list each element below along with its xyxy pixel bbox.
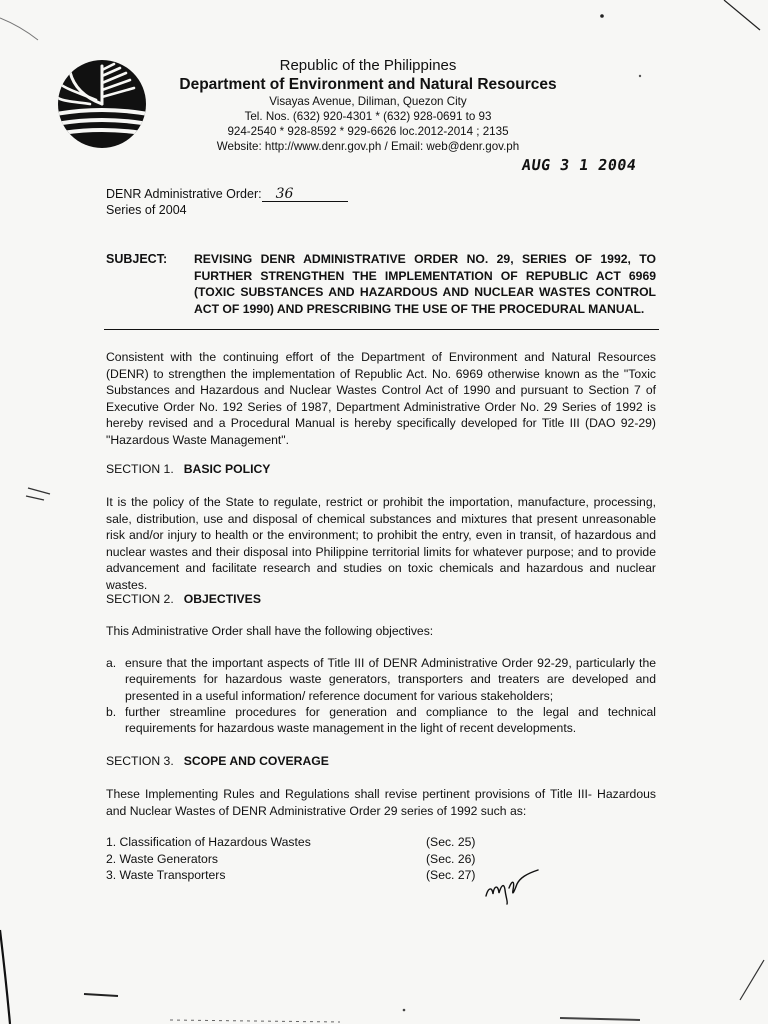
address-line: Visayas Avenue, Diliman, Quezon City — [269, 95, 467, 108]
section-2-heading — [106, 591, 261, 607]
list-item — [106, 867, 506, 884]
section-3-number: SECTION 3. — [106, 754, 174, 768]
section-1-number: SECTION 1. — [106, 462, 174, 476]
list-item-text: ensure that the important aspects of Title III of DENR Administrative Order 92-29, particularly the requirements for hazardous waste generators, transporters and treaters are developed and presented in a useful information/ reference document for various stakeholders; — [125, 656, 656, 703]
list-item — [106, 704, 656, 737]
website-email-line: Website: http://www.denr.gov.ph / Email: web@denr.gov.ph — [216, 140, 520, 153]
order-label: DENR Administrative Order: — [106, 187, 262, 201]
order-number: 36 — [262, 187, 348, 202]
coverage-ref: (Sec. 25) — [426, 835, 476, 849]
telephone-line-1: Tel. Nos. (632) 920-4301 * (632) 928-0691 to 93 — [244, 110, 492, 123]
subject-divider — [104, 329, 659, 330]
telephone-line-2: 924-2540 * 928-8592 * 929-6626 loc.2012-2014 ; 2135 — [227, 125, 509, 138]
coverage-label: 3. Waste Transporters — [106, 868, 226, 882]
coverage-label: 2. Waste Generators — [106, 851, 218, 866]
objectives-list — [106, 655, 656, 736]
subject-text: REVISING DENR ADMINISTRATIVE ORDER NO. 29, SERIES OF 1992, TO FURTHER STRENGTHEN THE IMPLEMENTATION OF REPUBLIC ACT 6969 (TOXIC SUBSTANCES AND HAZARDOUS AND NUCLEAR WASTES CONTROL ACT OF 1990) AND PRESCRIBING THE USE OF THE PROCEDURAL MANUAL. — [194, 252, 656, 316]
department-name: Department of Environment and Natural Resources — [179, 76, 557, 93]
section-3-text: These Implementing Rules and Regulations shall revise pertinent provisions of Title III- Hazardous and Nuclear Wastes of DENR Administrative Order 29 series of 1992 such as: — [106, 787, 656, 818]
section-3-title: SCOPE AND COVERAGE — [183, 754, 329, 768]
handwritten-initials — [482, 866, 542, 906]
section-1-title: BASIC POLICY — [183, 462, 271, 476]
coverage-ref: (Sec. 27) — [426, 868, 476, 882]
letterhead — [150, 57, 586, 154]
section-2-number: SECTION 2. — [106, 592, 174, 606]
republic-line: Republic of the Philippines — [279, 57, 457, 74]
order-series: Series of 2004 — [106, 203, 187, 217]
section-2-intro: This Administrative Order shall have the following objectives: — [106, 624, 434, 638]
date-stamp: AUG 3 1 2004 — [520, 156, 638, 174]
subject-label: SUBJECT: — [106, 252, 168, 266]
intro-paragraph: Consistent with the continuing effort of the Department of Environment and Natural Resources (DENR) to strengthen the implementation of Republic Act. No. 6969 otherwise known as the "Toxic Substances and Hazardous and Nuclear Wastes Control Act of 1990 and pursuant to Section 7 of Executive Order No. 192 Series of 1987, Department Administrative Order No. 29 Series of 1992 is hereby revised and a Procedural Manual is hereby specifically developed for Title III (DAO 92-29) "Hazardous Waste Management". — [106, 350, 656, 447]
list-item-text: further streamline procedures for generation and compliance to the legal and technical requirements for hazardous waste management in the light of recent developments. — [125, 704, 656, 736]
coverage-label: 1. Classification of Hazardous Wastes — [106, 835, 311, 849]
list-item — [106, 834, 506, 851]
order-block — [106, 186, 348, 218]
section-1-heading — [106, 461, 270, 477]
section-1-text: It is the policy of the State to regulate, restrict or prohibit the importation, manufacture, processing, sale, distribution, use and disposal of chemical substances and mixtures that present unreasonable risk and/or injury to health or the environment; to prohibit the entry, even in transit, of hazardous and nuclear wastes and their disposal into Philippine territorial limits for whatever purpose; and to provide advancement and facilitate research and studies on toxic chemicals and hazardous and nuclear wastes. — [106, 495, 656, 592]
section-2-title: OBJECTIVES — [183, 592, 261, 606]
section-3-heading — [106, 753, 329, 769]
coverage-list — [106, 834, 506, 884]
list-marker: b. — [106, 704, 117, 719]
coverage-ref: (Sec. 26) — [426, 851, 476, 866]
list-marker: a. — [106, 656, 117, 670]
list-item — [106, 655, 656, 704]
denr-logo-icon — [56, 58, 148, 150]
list-item — [106, 851, 506, 868]
